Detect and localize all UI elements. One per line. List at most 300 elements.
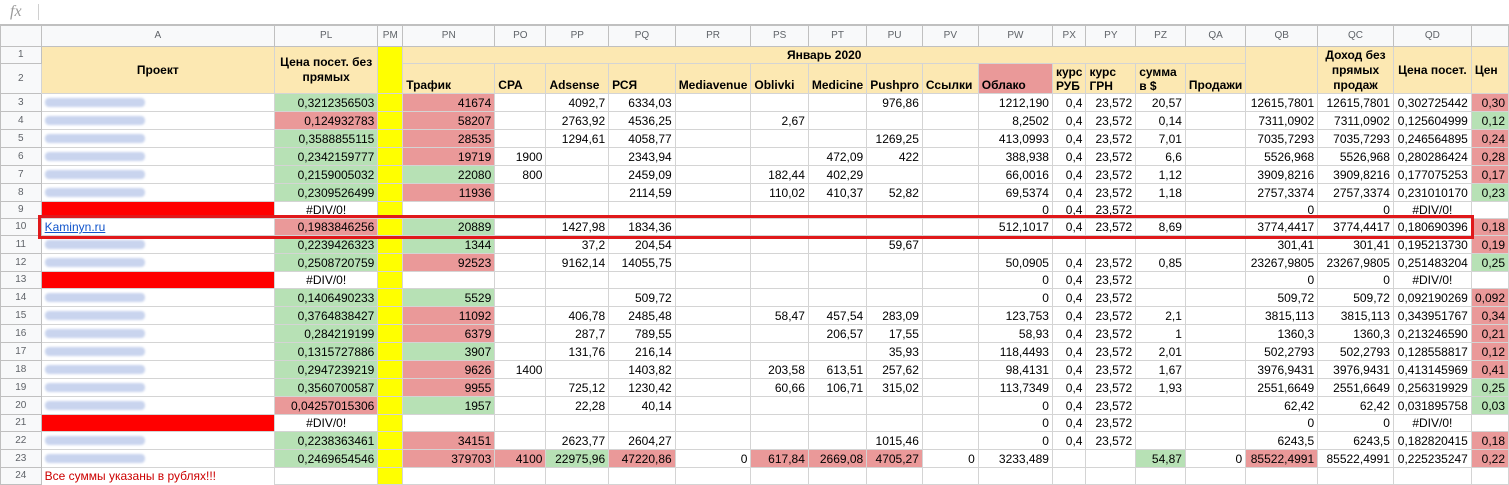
cell-pt[interactable]: 410,37 — [808, 184, 866, 202]
cell-py[interactable]: 23,572 — [1086, 184, 1136, 202]
cell-py[interactable]: 23,572 — [1086, 432, 1136, 450]
cell-pw[interactable]: 0 — [978, 289, 1052, 307]
cell-qc[interactable]: 5526,968 — [1318, 148, 1394, 166]
cell-qe[interactable]: 0,03 — [1471, 397, 1508, 415]
cell-qe[interactable] — [1471, 415, 1508, 432]
cell-qb[interactable]: 3815,113 — [1246, 307, 1318, 325]
column-header[interactable]: PR — [675, 26, 751, 47]
row-header[interactable]: 21 — [1, 415, 42, 432]
cell-qb[interactable]: 23267,9805 — [1246, 254, 1318, 272]
cell-px[interactable]: 0,4 — [1052, 379, 1086, 397]
cell-pn[interactable]: 379703 — [403, 450, 495, 468]
cell-pq[interactable]: 47220,86 — [609, 450, 676, 468]
cell-py[interactable]: 23,572 — [1086, 415, 1136, 432]
cell-px[interactable]: 0,4 — [1052, 112, 1086, 130]
cell-pn[interactable]: 28535 — [403, 130, 495, 148]
cell-pp[interactable] — [546, 148, 609, 166]
header-traffic[interactable]: Трафик — [403, 64, 495, 94]
empty-cell[interactable] — [1246, 468, 1318, 485]
column-header[interactable]: PO — [495, 26, 546, 47]
cell-pr[interactable] — [675, 361, 751, 379]
cell-pn[interactable]: 92523 — [403, 254, 495, 272]
cell-py[interactable]: 23,572 — [1086, 94, 1136, 112]
row-header[interactable]: 20 — [1, 397, 42, 415]
cell-ps[interactable] — [751, 130, 808, 148]
row-header[interactable]: 22 — [1, 432, 42, 450]
cell-qa[interactable] — [1185, 236, 1245, 254]
empty-cell[interactable] — [867, 468, 923, 485]
cell-px[interactable]: 0,4 — [1052, 432, 1086, 450]
cell-pt[interactable] — [808, 219, 866, 236]
project-cell-blurred[interactable] — [41, 343, 274, 361]
cell-pv[interactable] — [922, 148, 978, 166]
row-header[interactable]: 11 — [1, 236, 42, 254]
column-header[interactable]: PQ — [609, 26, 676, 47]
cell-pm[interactable] — [378, 219, 403, 236]
row-header[interactable]: 9 — [1, 202, 42, 219]
cell-pv[interactable] — [922, 361, 978, 379]
cell-pl[interactable]: 0,3588855115 — [274, 130, 377, 148]
cell-qa[interactable] — [1185, 361, 1245, 379]
cell-pw[interactable]: 0 — [978, 415, 1052, 432]
cell-ps[interactable]: 617,84 — [751, 450, 808, 468]
cell-pn[interactable]: 5529 — [403, 289, 495, 307]
cell-qe[interactable] — [1471, 202, 1508, 219]
cell-pu[interactable]: 35,93 — [867, 343, 923, 361]
cell-pp[interactable]: 22,28 — [546, 397, 609, 415]
header-adsense[interactable]: Adsense — [546, 64, 609, 94]
row-header[interactable]: 3 — [1, 94, 42, 112]
cell-py[interactable]: 23,572 — [1086, 219, 1136, 236]
empty-cell[interactable] — [609, 468, 676, 485]
cell-qc[interactable]: 0 — [1318, 415, 1394, 432]
project-cell-blurred[interactable] — [41, 236, 274, 254]
header-rate-rub[interactable]: курс РУБ — [1052, 64, 1086, 94]
cell-pl[interactable]: 0,3212356503 — [274, 94, 377, 112]
cell-ps[interactable]: 2,67 — [751, 112, 808, 130]
cell-qe[interactable]: 0,30 — [1471, 94, 1508, 112]
cell-pq[interactable]: 1403,82 — [609, 361, 676, 379]
row-header[interactable]: 6 — [1, 148, 42, 166]
cell-ps[interactable] — [751, 272, 808, 289]
cell-pu[interactable] — [867, 202, 923, 219]
cell-qc[interactable]: 509,72 — [1318, 289, 1394, 307]
cell-qd[interactable]: 0,251483204 — [1393, 254, 1471, 272]
cell-pq[interactable]: 40,14 — [609, 397, 676, 415]
cell-pz[interactable]: 0,85 — [1136, 254, 1186, 272]
cell-qe[interactable]: 0,22 — [1471, 450, 1508, 468]
cell-qa[interactable] — [1185, 254, 1245, 272]
cell-pr[interactable] — [675, 130, 751, 148]
cell-px[interactable]: 0,4 — [1052, 361, 1086, 379]
cell-py[interactable]: 23,572 — [1086, 130, 1136, 148]
column-header[interactable]: PN — [403, 26, 495, 47]
cell-po[interactable] — [495, 112, 546, 130]
cell-qe[interactable]: 0,23 — [1471, 184, 1508, 202]
cell-pw[interactable]: 58,93 — [978, 325, 1052, 343]
cell-qa[interactable] — [1185, 397, 1245, 415]
cell-qc[interactable]: 301,41 — [1318, 236, 1394, 254]
cell-pu[interactable] — [867, 219, 923, 236]
cell-pr[interactable] — [675, 272, 751, 289]
cell-pp[interactable]: 22975,96 — [546, 450, 609, 468]
cell-pp[interactable]: 406,78 — [546, 307, 609, 325]
cell-po[interactable] — [495, 94, 546, 112]
column-header[interactable]: QB — [1246, 26, 1318, 47]
project-cell-blurred[interactable] — [41, 184, 274, 202]
cell-px[interactable]: 0,4 — [1052, 272, 1086, 289]
cell-pq[interactable]: 1230,42 — [609, 379, 676, 397]
header-next-col[interactable]: Цен — [1471, 47, 1508, 94]
cell-po[interactable] — [495, 307, 546, 325]
header-price-visit[interactable]: Цена посет. — [1393, 47, 1471, 94]
row-header[interactable]: 4 — [1, 112, 42, 130]
cell-pu[interactable] — [867, 397, 923, 415]
cell-pl[interactable]: 0,2159005032 — [274, 166, 377, 184]
cell-px[interactable]: 0,4 — [1052, 219, 1086, 236]
cell-qc[interactable]: 3909,8216 — [1318, 166, 1394, 184]
cell-qd[interactable]: 0,413145969 — [1393, 361, 1471, 379]
cell-pr[interactable] — [675, 94, 751, 112]
cell-px[interactable]: 0,4 — [1052, 166, 1086, 184]
project-cell-redacted[interactable] — [41, 202, 274, 219]
spreadsheet-grid[interactable] — [0, 25, 1509, 485]
cell-pp[interactable] — [546, 415, 609, 432]
cell-po[interactable] — [495, 397, 546, 415]
cell-qa[interactable]: 0 — [1185, 450, 1245, 468]
cell-qc[interactable]: 23267,9805 — [1318, 254, 1394, 272]
cell-pn[interactable] — [403, 272, 495, 289]
cell-py[interactable]: 23,572 — [1086, 361, 1136, 379]
cell-pr[interactable] — [675, 148, 751, 166]
cell-qa[interactable] — [1185, 272, 1245, 289]
header-cpa[interactable]: CPA — [495, 64, 546, 94]
cell-qd[interactable]: 0,225235247 — [1393, 450, 1471, 468]
cell-pn[interactable]: 11092 — [403, 307, 495, 325]
cell-pr[interactable] — [675, 397, 751, 415]
cell-qd[interactable]: #DIV/0! — [1393, 415, 1471, 432]
cell-po[interactable] — [495, 236, 546, 254]
cell-pz[interactable]: 0,14 — [1136, 112, 1186, 130]
cell-pu[interactable] — [867, 415, 923, 432]
cell-pw[interactable]: 388,938 — [978, 148, 1052, 166]
row-header[interactable]: 23 — [1, 450, 42, 468]
row-header[interactable]: 18 — [1, 361, 42, 379]
empty-cell[interactable] — [546, 468, 609, 485]
cell-pz[interactable] — [1136, 202, 1186, 219]
cell-qc[interactable]: 0 — [1318, 202, 1394, 219]
project-cell-redacted[interactable] — [41, 272, 274, 289]
footer-note[interactable]: Все суммы указаны в рублях!!! — [44, 469, 216, 484]
column-header[interactable]: QC — [1318, 26, 1394, 47]
cell-pl[interactable]: 0,2239426323 — [274, 236, 377, 254]
cell-pt[interactable]: 106,71 — [808, 379, 866, 397]
cell-qb[interactable]: 0 — [1246, 202, 1318, 219]
cell-pq[interactable]: 2114,59 — [609, 184, 676, 202]
cell-pp[interactable]: 1427,98 — [546, 219, 609, 236]
cell-po[interactable]: 4100 — [495, 450, 546, 468]
cell-pt[interactable] — [808, 254, 866, 272]
cell-pr[interactable] — [675, 289, 751, 307]
cell-pp[interactable]: 287,7 — [546, 325, 609, 343]
cell-pn[interactable]: 41674 — [403, 94, 495, 112]
select-all-corner[interactable] — [1, 26, 42, 47]
header-rate-uah[interactable]: курс ГРН — [1086, 64, 1136, 94]
cell-pq[interactable]: 4058,77 — [609, 130, 676, 148]
cell-pw[interactable]: 413,0993 — [978, 130, 1052, 148]
cell-pr[interactable] — [675, 415, 751, 432]
cell-pv[interactable] — [922, 415, 978, 432]
cell-pv[interactable] — [922, 219, 978, 236]
cell-pt[interactable]: 402,29 — [808, 166, 866, 184]
cell-pt[interactable] — [808, 130, 866, 148]
cell-pm[interactable] — [378, 468, 403, 485]
row-header[interactable]: 8 — [1, 184, 42, 202]
cell-qc[interactable]: 3815,113 — [1318, 307, 1394, 325]
cell-qd[interactable]: 0,302725442 — [1393, 94, 1471, 112]
cell-qb[interactable]: 509,72 — [1246, 289, 1318, 307]
cell-pn[interactable]: 9626 — [403, 361, 495, 379]
cell-ps[interactable]: 58,47 — [751, 307, 808, 325]
cell-px[interactable]: 0,4 — [1052, 289, 1086, 307]
cell-pn[interactable]: 58207 — [403, 112, 495, 130]
cell-pw[interactable]: 50,0905 — [978, 254, 1052, 272]
project-cell-blurred[interactable] — [41, 148, 274, 166]
cell-qe[interactable]: 0,24 — [1471, 130, 1508, 148]
cell-pl[interactable]: #DIV/0! — [274, 415, 377, 432]
cell-ps[interactable] — [751, 236, 808, 254]
cell-pu[interactable]: 1269,25 — [867, 130, 923, 148]
cell-qc[interactable]: 62,42 — [1318, 397, 1394, 415]
cell-pr[interactable] — [675, 254, 751, 272]
column-header[interactable]: QA — [1185, 26, 1245, 47]
cell-pm[interactable] — [378, 415, 403, 432]
column-header[interactable]: PY — [1086, 26, 1136, 47]
cell-pt[interactable] — [808, 236, 866, 254]
cell-pn[interactable]: 22080 — [403, 166, 495, 184]
cell-pu[interactable]: 59,67 — [867, 236, 923, 254]
project-cell-blurred[interactable] — [41, 325, 274, 343]
cell-pp[interactable] — [546, 272, 609, 289]
cell-ps[interactable]: 60,66 — [751, 379, 808, 397]
cell-pq[interactable]: 789,55 — [609, 325, 676, 343]
cell-pt[interactable] — [808, 94, 866, 112]
yellow-divider-cell[interactable] — [378, 47, 403, 94]
cell-pq[interactable] — [609, 415, 676, 432]
cell-py[interactable]: 23,572 — [1086, 397, 1136, 415]
column-header[interactable]: PT — [808, 26, 866, 47]
empty-cell[interactable] — [1086, 468, 1136, 485]
cell-px[interactable]: 0,4 — [1052, 130, 1086, 148]
cell-pr[interactable] — [675, 236, 751, 254]
cell-qa[interactable] — [1185, 289, 1245, 307]
cell-po[interactable] — [495, 343, 546, 361]
cell-pq[interactable]: 4536,25 — [609, 112, 676, 130]
cell-pr[interactable] — [675, 166, 751, 184]
cell-qa[interactable] — [1185, 415, 1245, 432]
cell-qd[interactable]: 0,125604999 — [1393, 112, 1471, 130]
cell-pt[interactable] — [808, 432, 866, 450]
cell-ps[interactable] — [751, 432, 808, 450]
cell-qd[interactable]: 0,195213730 — [1393, 236, 1471, 254]
cell-pw[interactable]: 66,0016 — [978, 166, 1052, 184]
cell-pq[interactable]: 14055,75 — [609, 254, 676, 272]
cell-px[interactable]: 0,4 — [1052, 343, 1086, 361]
cell-qa[interactable] — [1185, 379, 1245, 397]
cell-pl[interactable]: #DIV/0! — [274, 272, 377, 289]
cell-qb[interactable]: 0 — [1246, 415, 1318, 432]
cell-pm[interactable] — [378, 450, 403, 468]
cell-po[interactable] — [495, 219, 546, 236]
project-cell-blurred[interactable] — [41, 307, 274, 325]
cell-qe[interactable]: 0,19 — [1471, 236, 1508, 254]
cell-pu[interactable]: 17,55 — [867, 325, 923, 343]
cell-qd[interactable]: 0,180690396 — [1393, 219, 1471, 236]
cell-qe[interactable]: 0,28 — [1471, 148, 1508, 166]
cell-pq[interactable]: 2343,94 — [609, 148, 676, 166]
cell-pt[interactable]: 472,09 — [808, 148, 866, 166]
cell-pl[interactable]: 0,2309526499 — [274, 184, 377, 202]
cell-po[interactable]: 1900 — [495, 148, 546, 166]
cell-qb[interactable]: 2757,3374 — [1246, 184, 1318, 202]
cell-pz[interactable]: 1,93 — [1136, 379, 1186, 397]
cell-qe[interactable]: 0,18 — [1471, 219, 1508, 236]
cell-qc[interactable]: 3976,9431 — [1318, 361, 1394, 379]
cell-qc[interactable]: 0 — [1318, 272, 1394, 289]
cell-qb[interactable]: 6243,5 — [1246, 432, 1318, 450]
cell-ps[interactable] — [751, 289, 808, 307]
cell-qd[interactable]: 0,256319929 — [1393, 379, 1471, 397]
cell-pl[interactable]: 0,2342159777 — [274, 148, 377, 166]
cell-pl[interactable]: 0,2238363461 — [274, 432, 377, 450]
cell-po[interactable]: 1400 — [495, 361, 546, 379]
cell-pp[interactable] — [546, 184, 609, 202]
cell-pl[interactable]: 0,284219199 — [274, 325, 377, 343]
cell-ps[interactable]: 110,02 — [751, 184, 808, 202]
header-links[interactable]: Ссылки — [922, 64, 978, 94]
cell-pz[interactable] — [1136, 397, 1186, 415]
cell-pm[interactable] — [378, 272, 403, 289]
row-header[interactable]: 24 — [1, 468, 42, 485]
cell-pm[interactable] — [378, 379, 403, 397]
cell-pt[interactable] — [808, 202, 866, 219]
header-project[interactable]: Проект — [41, 47, 274, 94]
cell-qb[interactable]: 0 — [1246, 272, 1318, 289]
cell-pl[interactable]: 0,3560700587 — [274, 379, 377, 397]
cell-qe[interactable]: 0,25 — [1471, 254, 1508, 272]
cell-pm[interactable] — [378, 148, 403, 166]
cell-qe[interactable]: 0,34 — [1471, 307, 1508, 325]
cell-pn[interactable] — [403, 415, 495, 432]
cell-po[interactable] — [495, 130, 546, 148]
cell-qa[interactable] — [1185, 166, 1245, 184]
column-header[interactable]: PU — [867, 26, 923, 47]
row-header[interactable]: 13 — [1, 272, 42, 289]
cell-pu[interactable] — [867, 254, 923, 272]
cell-pq[interactable]: 6334,03 — [609, 94, 676, 112]
column-header[interactable]: PM — [378, 26, 403, 47]
cell-pl[interactable]: 0,2508720759 — [274, 254, 377, 272]
row-header[interactable]: 10 — [1, 219, 42, 236]
cell-pr[interactable] — [675, 184, 751, 202]
cell-pw[interactable]: 118,4493 — [978, 343, 1052, 361]
cell-qb[interactable]: 301,41 — [1246, 236, 1318, 254]
cell-pt[interactable]: 457,54 — [808, 307, 866, 325]
cell-pv[interactable] — [922, 325, 978, 343]
cell-pz[interactable]: 1 — [1136, 325, 1186, 343]
cell-pv[interactable] — [922, 236, 978, 254]
cell-qd[interactable]: 0,128558817 — [1393, 343, 1471, 361]
project-cell-blurred[interactable] — [41, 397, 274, 415]
cell-qc[interactable]: 2757,3374 — [1318, 184, 1394, 202]
empty-cell[interactable] — [1318, 468, 1394, 485]
formula-bar[interactable] — [0, 0, 1509, 25]
empty-cell[interactable] — [1393, 468, 1471, 485]
cell-pn[interactable]: 11936 — [403, 184, 495, 202]
cell-ps[interactable]: 182,44 — [751, 166, 808, 184]
cell-pt[interactable] — [808, 343, 866, 361]
cell-pm[interactable] — [378, 343, 403, 361]
cell-qe[interactable]: 0,25 — [1471, 379, 1508, 397]
cell-px[interactable]: 0,4 — [1052, 94, 1086, 112]
cell-pv[interactable] — [922, 379, 978, 397]
row-header[interactable]: 15 — [1, 307, 42, 325]
cell-py[interactable] — [1086, 236, 1136, 254]
project-cell-blurred[interactable] — [41, 450, 274, 468]
cell-qa[interactable] — [1185, 148, 1245, 166]
cell-pp[interactable] — [546, 166, 609, 184]
cell-pz[interactable] — [1136, 272, 1186, 289]
cell-pm[interactable] — [378, 254, 403, 272]
cell-qa[interactable] — [1185, 184, 1245, 202]
cell-qb[interactable]: 5526,968 — [1246, 148, 1318, 166]
cell-pp[interactable]: 4092,7 — [546, 94, 609, 112]
cell-po[interactable]: 800 — [495, 166, 546, 184]
cell-pw[interactable]: 113,7349 — [978, 379, 1052, 397]
empty-cell[interactable] — [1471, 468, 1508, 485]
cell-px[interactable] — [1052, 450, 1086, 468]
cell-ps[interactable] — [751, 325, 808, 343]
cell-pu[interactable]: 976,86 — [867, 94, 923, 112]
cell-pt[interactable] — [808, 272, 866, 289]
empty-cell[interactable] — [978, 468, 1052, 485]
cell-qb[interactable]: 3976,9431 — [1246, 361, 1318, 379]
cell-py[interactable]: 23,572 — [1086, 202, 1136, 219]
cell-pq[interactable] — [609, 272, 676, 289]
cell-pv[interactable] — [922, 184, 978, 202]
empty-cell[interactable] — [1136, 468, 1186, 485]
cell-pr[interactable] — [675, 379, 751, 397]
cell-pt[interactable]: 613,51 — [808, 361, 866, 379]
cell-qa[interactable] — [1185, 202, 1245, 219]
cell-qa[interactable] — [1185, 432, 1245, 450]
cell-pu[interactable] — [867, 112, 923, 130]
row-header[interactable]: 2 — [1, 64, 42, 94]
column-header[interactable]: PL — [274, 26, 377, 47]
cell-pv[interactable] — [922, 112, 978, 130]
cell-pr[interactable] — [675, 343, 751, 361]
cell-pp[interactable]: 725,12 — [546, 379, 609, 397]
cell-py[interactable]: 23,572 — [1086, 272, 1136, 289]
cell-ps[interactable] — [751, 94, 808, 112]
cell-qd[interactable]: 0,246564895 — [1393, 130, 1471, 148]
cell-pu[interactable]: 1015,46 — [867, 432, 923, 450]
cell-qb[interactable]: 3774,4417 — [1246, 219, 1318, 236]
cell-po[interactable] — [495, 254, 546, 272]
cell-pw[interactable]: 98,4131 — [978, 361, 1052, 379]
cell-pt[interactable] — [808, 415, 866, 432]
cell-pz[interactable]: 1,12 — [1136, 166, 1186, 184]
